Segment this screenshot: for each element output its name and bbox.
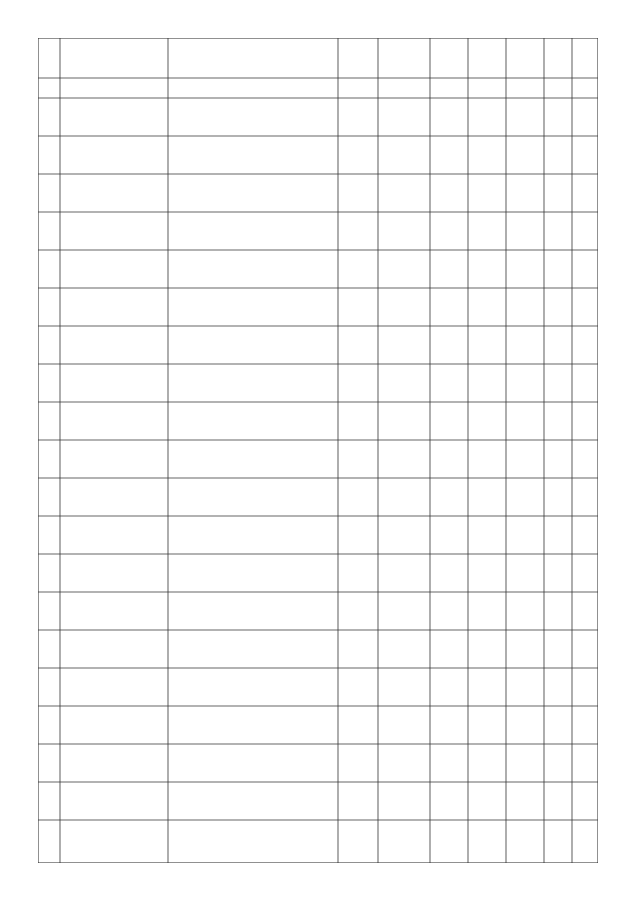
program-table	[38, 38, 598, 863]
table-frame	[38, 38, 598, 863]
table-grid	[38, 38, 598, 863]
